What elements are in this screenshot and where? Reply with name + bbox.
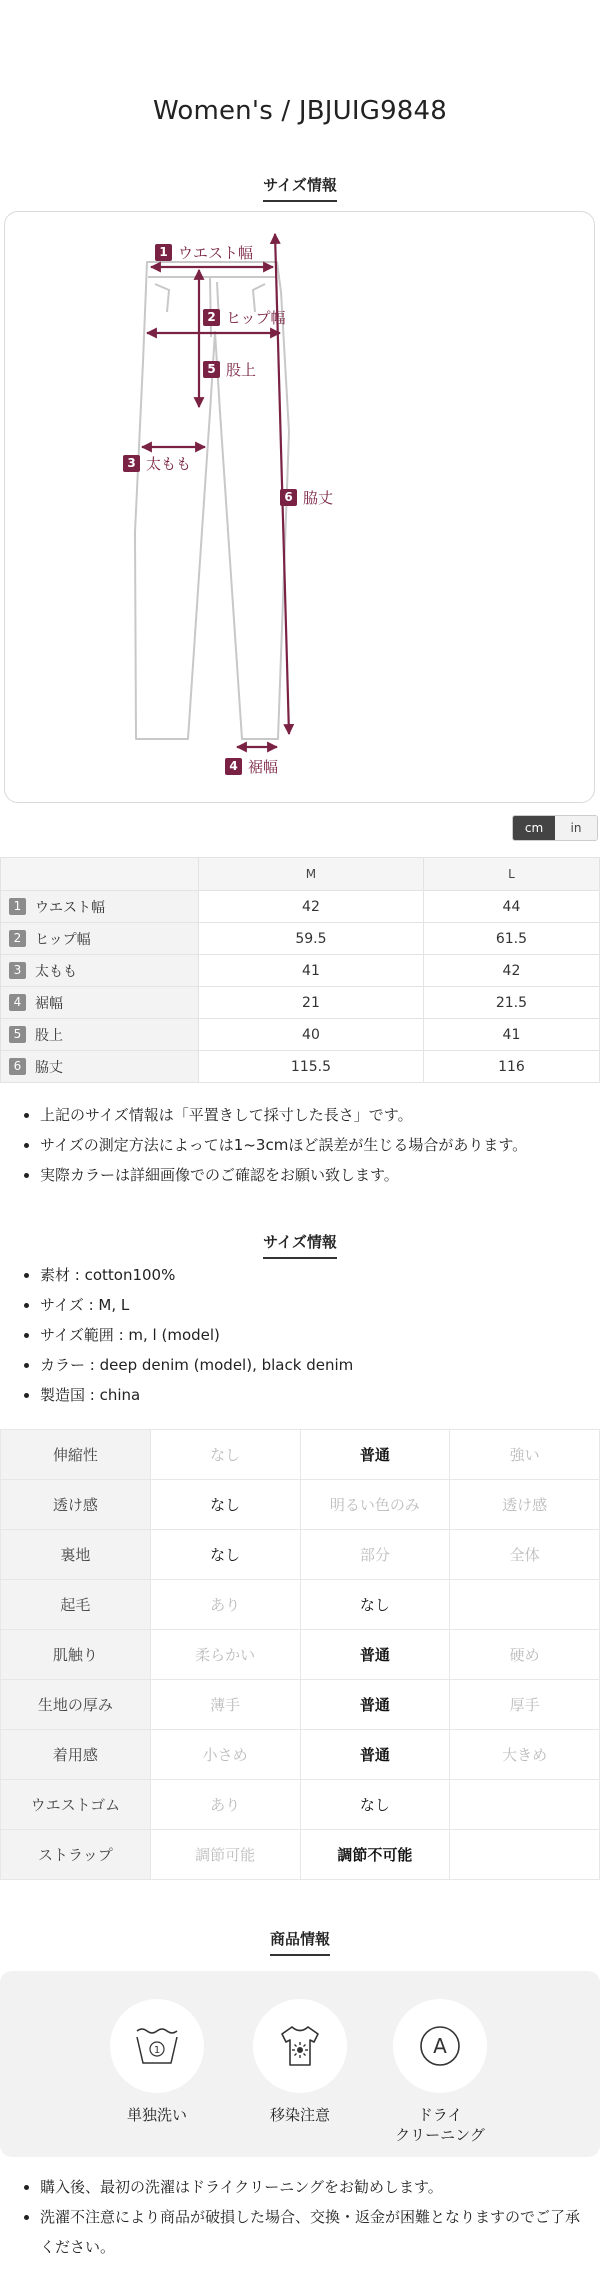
row-label: 股上 [35, 1027, 63, 1044]
info-section-title: サイズ情報 [0, 1231, 600, 1259]
attribute-option: 大きめ [450, 1730, 600, 1780]
attribute-option: 硬め [450, 1630, 600, 1680]
size-value: 44 [423, 891, 599, 923]
attribute-label: 裏地 [1, 1530, 151, 1580]
measure-label-1: 1 ウエスト幅 [155, 242, 253, 263]
care-circle [253, 1999, 347, 2093]
attribute-option: 明るい色のみ [300, 1480, 450, 1530]
size-note: • サイズの測定方法によっては1~3cmほど誤差が生じる場合があります。 [40, 1130, 527, 1160]
attribute-option: あり [150, 1580, 300, 1630]
care-circle [393, 1999, 487, 2093]
attribute-row [1, 1830, 600, 1880]
attribute-option: あり [150, 1780, 300, 1830]
size-table-row [1, 955, 600, 987]
spec-item: • 素材 : cotton100% [40, 1260, 353, 1290]
row-number: 6 [9, 1058, 26, 1075]
attribute-option-selected: 普通 [300, 1680, 450, 1730]
attribute-option-selected: なし [150, 1530, 300, 1580]
spec-item: • 製造国 : china [40, 1380, 353, 1410]
size-value: 41 [423, 1019, 599, 1051]
attribute-option: 全体 [450, 1530, 600, 1580]
size-table-corner [1, 858, 199, 891]
care-circle [110, 1999, 204, 2093]
size-diagram [4, 211, 595, 803]
size-col-header: M [199, 858, 424, 891]
row-number: 3 [9, 962, 26, 979]
size-note: • 上記のサイズ情報は「平置きして採寸した長さ」です。 [40, 1100, 527, 1130]
attribute-option-selected: 調節不可能 [300, 1830, 450, 1880]
attribute-option: 薄手 [150, 1680, 300, 1730]
unit-cm-button[interactable]: cm [513, 816, 555, 840]
spec-item: • サイズ範囲 : m, l (model) [40, 1320, 353, 1350]
size-value: 42 [423, 955, 599, 987]
unit-toggle[interactable] [512, 815, 598, 841]
size-table [0, 857, 600, 1083]
attribute-option-selected: なし [300, 1780, 450, 1830]
size-value: 40 [199, 1019, 424, 1051]
size-table-row [1, 1051, 600, 1083]
size-table-row [1, 987, 600, 1019]
attribute-label: ウエストゴム [1, 1780, 151, 1830]
attribute-label: 肌触り [1, 1630, 151, 1680]
attribute-option: なし [150, 1430, 300, 1480]
hand-wash-icon [134, 2025, 180, 2067]
size-notes [0, 1100, 527, 1190]
row-label: 裾幅 [35, 995, 63, 1012]
attribute-option: 透け感 [450, 1480, 600, 1530]
row-number: 1 [9, 898, 26, 915]
attribute-option: 調節可能 [150, 1830, 300, 1880]
spec-item: • サイズ : M, L [40, 1290, 353, 1320]
product-spec-list [0, 1260, 353, 1410]
measure-label-3: 3 太もも [123, 453, 191, 474]
row-number: 2 [9, 930, 26, 947]
size-value: 115.5 [199, 1051, 424, 1083]
dye-transfer-icon [277, 2024, 323, 2068]
attribute-label: ストラップ [1, 1830, 151, 1880]
unit-in-button[interactable]: in [555, 816, 597, 840]
dry-clean-icon [417, 2023, 463, 2069]
care-instructions [0, 1971, 600, 2157]
attribute-option-selected: 普通 [300, 1630, 450, 1680]
spec-item: • カラー : deep denim (model), black denim [40, 1350, 353, 1380]
care-notes [0, 2172, 600, 2262]
care-item [102, 1999, 212, 2125]
attribute-row [1, 1630, 600, 1680]
attribute-option: 強い [450, 1430, 600, 1480]
attribute-label: 生地の厚み [1, 1680, 151, 1730]
care-item [245, 1999, 355, 2125]
row-number: 4 [9, 994, 26, 1011]
attribute-label: 起毛 [1, 1580, 151, 1630]
care-item [385, 1999, 495, 2145]
attribute-option: 柔らかい [150, 1630, 300, 1680]
size-value: 116 [423, 1051, 599, 1083]
care-label: 単独洗い [126, 2106, 187, 2124]
attribute-label: 伸縮性 [1, 1430, 151, 1480]
attribute-label: 着用感 [1, 1730, 151, 1780]
care-label: ドライ クリーニング [395, 2106, 485, 2144]
attribute-row [1, 1530, 600, 1580]
measure-label-4: 4 裾幅 [225, 756, 278, 777]
page-title: Women's / JBJUIG9848 [152, 96, 448, 126]
size-value: 61.5 [423, 923, 599, 955]
size-table-row [1, 923, 600, 955]
attribute-row [1, 1680, 600, 1730]
measure-label-5: 5 股上 [203, 359, 256, 380]
size-table-row [1, 891, 600, 923]
attribute-row [1, 1480, 600, 1530]
attribute-option: 小さめ [150, 1730, 300, 1780]
row-number: 5 [9, 1026, 26, 1043]
product-section-title: 商品情報 [0, 1928, 600, 1956]
attribute-option-selected: 普通 [300, 1430, 450, 1480]
care-note: • 洗濯不注意により商品が破損した場合、交換・返金が困難となりますのでご了承ください。 [40, 2202, 580, 2262]
size-value: 59.5 [199, 923, 424, 955]
row-label: ウエスト幅 [35, 899, 105, 916]
attribute-row [1, 1730, 600, 1780]
svg-text:A: A [433, 2034, 447, 2058]
attribute-label: 透け感 [1, 1480, 151, 1530]
row-label: 太もも [35, 963, 77, 980]
attribute-row [1, 1780, 600, 1830]
care-label: 移染注意 [269, 2106, 330, 2124]
size-section-title: サイズ情報 [0, 174, 600, 202]
attribute-table [0, 1429, 600, 1880]
row-label: 脇丈 [35, 1059, 63, 1076]
attribute-row [1, 1580, 600, 1630]
row-label: ヒップ幅 [35, 931, 91, 948]
care-note: • 購入後、最初の洗濯はドライクリーニングをお勧めします。 [40, 2172, 580, 2202]
svg-text:1: 1 [153, 2045, 161, 2056]
attribute-option [450, 1780, 600, 1830]
measure-label-6: 6 脇丈 [280, 487, 333, 508]
size-table-row [1, 1019, 600, 1051]
attribute-option: 部分 [300, 1530, 450, 1580]
size-value: 41 [199, 955, 424, 987]
attribute-option [450, 1830, 600, 1880]
attribute-option [450, 1580, 600, 1630]
size-table-header [1, 858, 600, 891]
attribute-option-selected: 普通 [300, 1730, 450, 1780]
size-value: 21 [199, 987, 424, 1019]
measure-label-2: 2 ヒップ幅 [203, 307, 286, 328]
attribute-option: 厚手 [450, 1680, 600, 1730]
attribute-option-selected: なし [150, 1480, 300, 1530]
size-note: • 実際カラーは詳細画像でのご確認をお願い致します。 [40, 1160, 527, 1190]
attribute-option-selected: なし [300, 1580, 450, 1630]
size-value: 42 [199, 891, 424, 923]
size-value: 21.5 [423, 987, 599, 1019]
size-col-header: L [423, 858, 599, 891]
attribute-row [1, 1430, 600, 1480]
